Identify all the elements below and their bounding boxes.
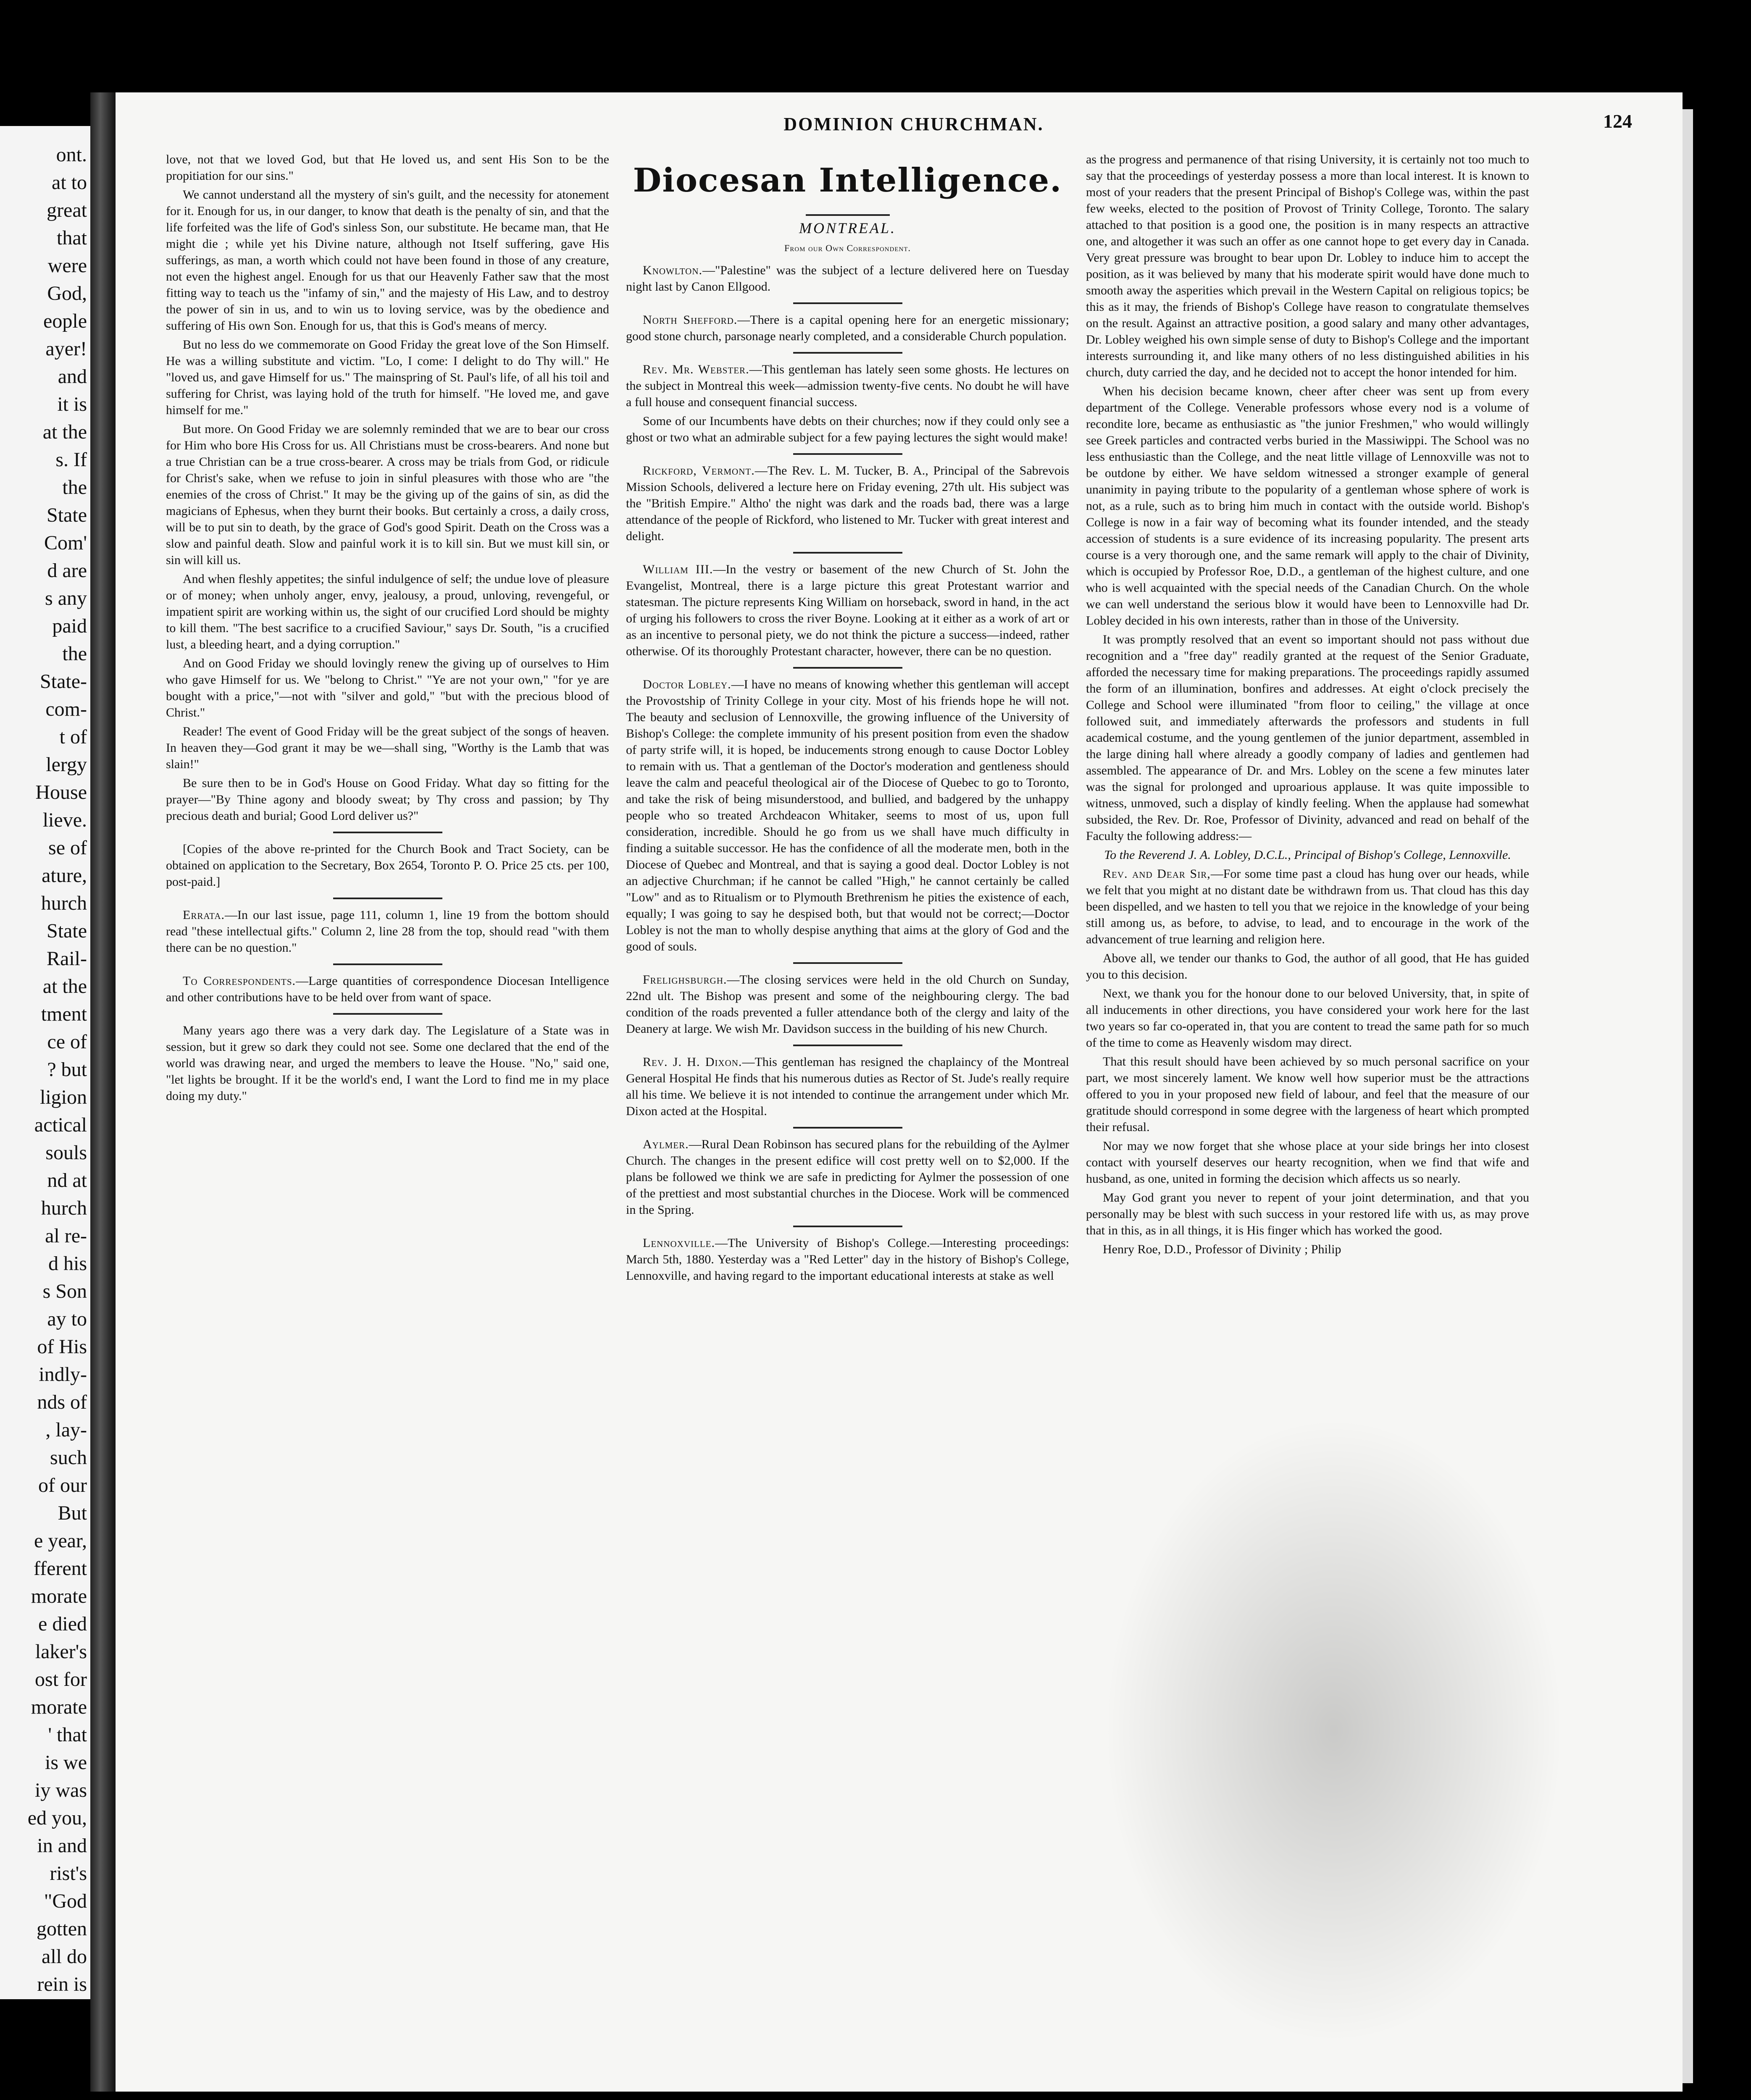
previous-page-text-fragment: gotten [37,1918,87,1940]
section-masthead: Diocesan Intelligence. [633,161,1062,200]
paragraph-text: —There is a capital opening here for an energetic missionary; good stone church, parsonage nearly completed, and a considerable Church population. [626,313,1069,343]
paragraph [626,1235,1069,1284]
previous-page-text-fragment: it is [57,393,87,415]
previous-page-text-fragment: in and [37,1835,87,1857]
paragraph [626,971,1069,1037]
paragraph [626,413,1069,446]
paragraph-text: Next, we thank you for the honour done to our beloved University, that, in spite of all inducements in other directions, you have considered your work here for the last two years so far co-operated in, that you are content to tread the same path for so much of the time to come as Heavenly wisdom may direct. [1086,987,1529,1050]
paragraph-text: We cannot understand all the mystery of sin's guilt, and the necessity for atonement for it. Enough for us, in our danger, to know that death is the penalty of sin, and that the life forfeited was the life of God's sinless Son, our substitute. He became man, that He might die ; while yet his Divine nature, although not Itself suffering, gave His sufferings, as man, a worth which could not have been found in those of any creature, not even the highest angel. Enough for us that our Heavenly Father saw that the most fitting way to teach us the "infamy of sin," and the majesty of His Law, and to destroy the power of sin in us, and to win us to loving service, was by the obedience and suffering of His own Son. Enough for us, that this is God's means of mercy. [166,188,609,333]
paragraph-text: as the progress and permanence of that rising University, it is certainly not too much to say that the proceedings of yesterday possess a more than local interest. It is known to most of your readers that the present Principal of Bishop's College was, within the past few weeks, elected to the position of Provost of Trinity College, Toronto. The salary attached to that position is a good one, the position is in many respects an attractive one, and altogether it was such an offer as one cannot hope to get every day in Canada. Very great pressure was brought to bear upon Dr. Lobley to induce him to accept the position, as it was believed by many that his moderate spirit would have done much to smooth away the asperities which prevail in the Western Capital on religious topics; be this as it may, the friends of Bishop's College have reason to congratulate themselves on the result. Against an attractive position, a good salary and many other advantages, Dr. Lobley weighed his own simple sense of duty to Bishop's College and the important interests surrounding it, and like many others of no less distinguished abilities in his church, duty carried the day, and he decided not to accept the honor intended for him. [1086,152,1529,379]
previous-page-text-fragment: ce of [47,1031,87,1053]
previous-page-text-fragment: al re- [45,1225,87,1247]
paragraph [166,973,609,1005]
previous-page-text-fragment: the [62,476,87,499]
paragraph-heading: Doctor Lobley. [643,677,731,691]
previous-page-text-fragment: ature, [42,864,87,887]
previous-page-text-fragment: ? but [47,1058,87,1081]
paragraph-text: It was promptly resolved that an event so important should not pass without due recognition and a "free day" readily granted at the request of the Senior Graduate, afforded the necessary time for making preparations. The proceedings rapidly assumed the form of an illumination, bonfires and addresses. At eight o'clock precisely the College and School were illuminated "from floor to ceiling," the village at once followed suit, and immediately afterwards the professors and students in full academical costume, and the young gentlemen of the junior department, assembled in the large dining hall where already a goodly company of ladies and gentlemen had assembled. The appearance of Dr. and Mrs. Lobley on the scene a few minutes later was the signal for prolonged and uproarious applause. It was quite impossible to witness, unmoved, such a display of kindly feeling. When the applause had somewhat subsided, the Rev. Dr. Roe, Professor of Divinity, advanced and read on behalf of the Faculty the following address:— [1086,633,1529,843]
paragraph [166,841,609,890]
paragraph-text: —This gentleman has lately seen some ghosts. He lectures on the subject in Montreal this week—admission twenty-five cents. No doubt he will have a full house and consequent financial success. [626,362,1069,409]
paragraph-text: That this result should have been achieved by so much personal sacrifice on your part, we most sincerely lament. We know well how superior must be the attractions offered to you in your proposed new field of labour, and feel that the measure of our gratitude should correspond in some degree with the largeness of heart which prompted their refusal. [1086,1055,1529,1134]
paragraph [626,312,1069,344]
paragraph [1086,866,1529,948]
paragraph-text: And on Good Friday we should lovingly renew the giving up of ourselves to Him who gave Himself for us. We "belong to Christ." "Ye are not your own," "for ye are bought with a price,"—not with "silver and gold," "but with the precious blood of Christ." [166,656,609,719]
paragraph [626,676,1069,955]
paragraph [1086,950,1529,983]
previous-page-text-fragment: ligion [39,1086,87,1108]
previous-page-text-fragment: fferent [33,1557,87,1580]
previous-page-text-fragment: rein is [37,1973,87,1995]
paragraph-text: But more. On Good Friday we are solemnly reminded that we are to bear our cross for Him who bore His Cross for us. All Christians must be cross-bearers. And none but a true Christian can be a true cross-bearer. A cross may be trials from God, or ridicule for Christ's sake, when we refuse to join in sinful pleasures with those who are "the enemies of the cross of Christ." It may be the giving up of the gains of sin, as did the magicians of Ephesus, when they burnt their books. But certainly a cross, a daily cross, will be to put sin to death, by the grace of God's good Spirit. Death on the Cross was a slow and painful death. Slow and painful work it is to kill sin. But we must kill sin, or sin will kill us. [166,422,609,567]
diocese-heading: MONTREAL. [799,220,896,236]
section-rule [793,1045,902,1046]
section-rule [793,302,902,304]
previous-page-text-fragment: lergy [46,753,87,776]
paragraph-text: Some of our Incumbents have debts on their churches; now if they could only see a ghost or two what an admirable subject for a few paying lectures the sight would make! [626,414,1069,444]
previous-page-text-fragment: at to [52,171,87,194]
previous-page-text-fragment: were [47,255,87,277]
paragraph-text: Be sure then to be in God's House on Good Friday. What day so fitting for the prayer—"By Thine agony and bloody sweat; by Thy cross and passion; by Thy precious death and burial; Good Lord deliver us?" [166,776,609,823]
previous-page-strip [0,126,90,1999]
paragraph-text: —Large quantities of correspondence Diocesan Intelligence and other contributions have to be held over from want of space. [166,974,609,1004]
paragraph [1086,985,1529,1051]
previous-page-text-fragment: hurch [41,892,87,914]
section-rule [333,1013,442,1015]
column-1 [166,151,609,1107]
paragraph [166,723,609,772]
paragraph-heading: Rickford, Vermont. [643,464,755,478]
page-edge [1683,109,1693,2083]
previous-page-text-fragment: and [58,365,87,388]
previous-page-text-fragment: God, [47,282,87,304]
previous-page-text-fragment: indly- [39,1363,87,1386]
paragraph-heading: Errata. [183,908,225,922]
previous-page-text-fragment: lieve. [42,809,87,831]
section-rule [793,1226,902,1227]
previous-page-text-fragment: is we [45,1751,87,1774]
previous-page-text-fragment: eople [43,310,87,332]
paragraph-text: [Copies of the above re-printed for the Church Book and Tract Society, can be obtained on application to the Secretary, Box 2654, Toronto P. O. Price 25 cts. per 100, post-paid.] [166,842,609,889]
paragraph-text: Henry Roe, D.D., Professor of Divinity ; Philip [1103,1242,1341,1256]
paragraph-heading: William III. [643,562,713,576]
previous-page-text-fragment: souls [45,1142,87,1164]
previous-page-text-fragment: such [50,1446,87,1469]
correspondent-line: From our Own Correspondent. [784,243,911,253]
paragraph [166,775,609,824]
previous-page-text-fragment: ayer! [45,338,87,360]
previous-page-text-fragment: ost for [35,1668,87,1690]
paragraph-text: May God grant you never to repent of your joint determination, and that you personally may be blest with such success in your restored life with us, as may prove that in this, as in all things, it is His finger which has worked the good. [1086,1191,1529,1237]
paragraph-heading: Knowlton. [643,263,702,277]
paragraph-heading: Rev. Mr. Webster. [643,362,749,376]
paragraph-text: And when fleshly appetites; the sinful indulgence of self; the undue love of pleasure or of money; when unholy anger, envy, jealousy, a proud, unloving, revengeful, or impatient spirit are working within us, the sight of our crucified Lord should be mighty to kill them. "The best sacrifice to a crucified Saviour," says Dr. South, "is a crucified lust, a bleeding heart, and a dying corruption." [166,572,609,651]
previous-page-text-fragment: at the [42,975,87,998]
section-rule [793,962,902,964]
previous-page-text-fragment: s any [45,587,87,609]
paragraph-heading: Rev. and Dear Sir, [1103,867,1211,881]
section-rule [333,898,442,899]
previous-page-text-fragment: se of [48,837,87,859]
previous-page-text-fragment: ont. [56,144,87,166]
previous-page-text-fragment: e year, [34,1530,87,1552]
previous-page-text-fragment: d are [47,559,87,582]
paragraph [166,655,609,721]
previous-page-text-fragment: com- [45,698,87,720]
paragraph [626,1136,1069,1218]
previous-page-text-fragment: State [47,920,87,942]
paragraph-text: Above all, we tender our thanks to God, the author of all good, that He has guided you to this decision. [1086,951,1529,982]
paragraph [1086,631,1529,844]
paragraph-text: —The closing services were held in the old Church on Sunday, 22nd ult. The Bishop was present and some of the neighbouring clergy. The bad condition of the roads prevented a fuller attendance both of the clergy and laity of the Deanery at large. We wish Mr. Davidson success in the building of his new Church. [626,973,1069,1036]
previous-page-text-fragment: iy was [35,1779,87,1801]
previous-page-text-fragment: at the [42,421,87,443]
previous-page-text-fragment: s. If [55,449,87,471]
paragraph [626,361,1069,410]
previous-page-text-fragment: t of [59,726,87,748]
previous-page-text-fragment: that [57,227,87,249]
paragraph-heading: To Correspondents. [183,974,296,988]
paragraph [626,1054,1069,1119]
paragraph [1086,151,1529,381]
column-2 [626,151,1069,1286]
section-rule [793,667,902,669]
previous-page-text-fragment: s Son [42,1280,87,1302]
previous-page-text-fragment: great [47,199,87,221]
paragraph-text: To the Reverend J. A. Lobley, D.C.L., Principal of Bishop's College, Lennoxville. [1104,848,1511,862]
paragraph-heading: Aylmer. [643,1137,689,1151]
paragraph [1086,1189,1529,1239]
paragraph-heading: Rev. J. H. Dixon. [643,1055,742,1069]
section-rule [793,1127,902,1129]
section-rule [793,552,902,554]
previous-page-text-fragment: But [58,1502,87,1524]
previous-page-text-fragment: morate [31,1585,87,1607]
paragraph-text: —This gentleman has resigned the chaplaincy of the Montreal General Hospital He finds that his numerous duties as Rector of St. Jude's really require all his time. We believe it is not intended to continue the arrangement under which Mr. Dixon acted at the Hospital. [626,1055,1069,1118]
previous-page-text-fragment: the [62,643,87,665]
paragraph [1086,1241,1529,1257]
paragraph-text: —"Palestine" was the subject of a lecture delivered here on Tuesday night last by Canon Ellgood. [626,263,1069,294]
previous-page-text-fragment: actical [34,1114,87,1136]
masthead-rule [806,214,890,216]
newspaper-page [116,92,1683,2092]
previous-page-text-fragment: House [35,781,87,803]
paragraph [166,186,609,334]
previous-page-text-fragment: morate [31,1696,87,1718]
section-rule [793,453,902,455]
paragraph [626,262,1069,295]
previous-page-text-fragment: nd at [47,1169,87,1192]
previous-page-text-fragment: of His [37,1336,87,1358]
paragraph-heading: Frelighsburgh. [643,973,727,987]
page-number: 124 [1603,110,1632,132]
previous-page-text-fragment: ay to [47,1308,87,1330]
column-3 [1086,151,1529,1260]
section-rule [333,832,442,833]
previous-page-text-fragment: nds of [37,1391,87,1413]
previous-page-text-fragment: hurch [41,1197,87,1219]
section-rule [333,963,442,965]
previous-page-text-fragment: ed you, [27,1807,87,1829]
paragraph [166,421,609,568]
running-header: DOMINION CHURCHMAN. [783,114,1044,134]
paragraph-text: When his decision became known, cheer after cheer was sent up from every department of the College. Venerable professors whose every nod is a volume of recondite lore, became as enthusiastic as "the junior Freshmen," who would willingly see Greek particles and contracted verbs buried in the Massiwippi. The School was no less enthusiastic than the College, and the neat little village of Lennoxville was not to be outdone by either. We have seldom witnessed a stronger example of general unanimity in paying tribute to the popularity of a gentleman whose sphere of work is not, as a rule, such as to bring him much in contact with the outside world. Bishop's College is now in a fair way of becoming what its founder intended, and the steady accession of students is a sure evidence of its increasing popularity. The present arts course is a very thorough one, and the same remark will apply to the chair of Divinity, which is occupied by Professor Roe, D.D., a gentleman of the highest culture, and one who is well acquainted with the special needs of the Canadian Church. On the whole we can well understand the serious blow it would have been to Lennoxville had Dr. Lobley decided in his own interests, rather than in those of the University. [1086,384,1529,627]
section-rule [793,352,902,354]
previous-page-text-fragment: tment [41,1003,87,1025]
paragraph-text: —The Rev. L. M. Tucker, B. A., Principal of the Sabrevois Mission Schools, delivered a lecture here on Friday evening, 27th ult. His subject was the "British Empire." Altho' the night was dark and the roads bad, there was a large attendance of the people of Rickford, who listened to Mr. Tucker with great interest and delight. [626,464,1070,543]
page-gutter [90,92,116,2092]
paragraph [166,336,609,418]
previous-page-text-fragment: e died [38,1613,87,1635]
previous-page-text-fragment: "God [44,1890,87,1912]
paragraph-text: —In our last issue, page 111, column 1, line 19 from the bottom should read "these intellectual gifts." Column 2, line 28 from the top, should read "with them there can be no question." [166,908,609,955]
paragraph [1086,1138,1529,1187]
paragraph-text: —For some time past a cloud has hung over our heads, while we felt that you might at no distant date be withdrawn from us. That cloud has this day been dispelled, and we hasten to tell you that we rejoice in the knowledge of your being still among us, as before, to advise, to lead, and to encourage in the work of the advancement of true learning and religion here. [1086,867,1529,946]
previous-page-text-fragment: paid [52,615,87,637]
paragraph-heading: North Shefford. [643,313,738,327]
previous-page-text-fragment: Com' [44,532,87,554]
previous-page-text-fragment: rist's [50,1862,87,1885]
previous-page-text-fragment: ' that [48,1724,87,1746]
paragraph [166,1022,609,1104]
paragraph-text: —I have no means of knowing whether this gentleman will accept the Provostship of Trinity College in your city. Most of his friends hope he will not. The beauty and seclusion of Lennoxville, the growing influence of the University of Bishop's College: the complete immunity of his present position from even the shadow of party strife will, it is hoped, be inducements strong enough to cause Doctor Lobley to remain with us. That a gentleman of the Doctor's moderation and gentleness should leave the calm and peaceful theological air of the Diocese of Quebec to go to Toronto, and take the risk of being misunderstood, and bullied, and badgered by the unhappy people who so treated Archdeacon Whitaker, seems to most of us, upon full consideration, incredible. Should he go from us we shall have much difficulty in finding a suitable successor. He has the confidence of all the moderate men, both in the Diocese of Quebec and Montreal, and that is saying a good deal. Doctor Lobley is not an adjective Churchman; if he cannot be called "High," he cannot certainly be called "Low" and as to Ritualism or to Plymouth Brethrenism he pities the existence of each, equally; I was going to say he despised both, but that would not be correct;—Doctor Lobley is not the man to wholly despise anything that aims at the glory of God and the good of souls. [626,677,1069,953]
previous-page-text-fragment: State [47,504,87,526]
paragraph [626,462,1069,544]
paragraph-heading: Lennoxville. [643,1236,715,1250]
paragraph-text: Reader! The event of Good Friday will be the great subject of the songs of heaven. In heaven they—God grant it may be we—shall sing, "Worthy is the Lamb that was slain!" [166,724,609,771]
paragraph [1086,383,1529,629]
previous-page-text-fragment: laker's [35,1641,87,1663]
previous-page-text-fragment: of our [38,1474,87,1496]
paragraph-text: love, not that we loved God, but that He loved us, and sent His Son to be the propitiation for our sins." [166,152,609,183]
paragraph-text: —In the vestry or basement of the new Church of St. John the Evangelist, Montreal, there is a large picture this great Protestant warrior and statesman. The picture represents King William on horseback, sword in hand, in the act of urging his followers to cross the river Boyne. Looking at it either as a work of art or as an incentive to personal piety, we do not think the picture a success—indeed, rather otherwise. Of its thoroughly Protestant character, however, there can be no question. [626,562,1070,658]
paragraph-text: Many years ago there was a very dark day. The Legislature of a State was in session, but it grew so dark they could not see. Some one declared that the end of the world was drawing near, and urged the members to leave the House. "No," said one, "let lights be brought. If it be the world's end, I want the Lord to find me in my place doing my duty." [166,1024,609,1103]
paragraph-text: —The University of Bishop's College.—Interesting proceedings: March 5th, 1880. Yesterday was a "Red Letter" day in the history of Bishop's College, Lennoxville, and having regard to the important educational interests at stake as well [626,1236,1069,1283]
previous-page-text-fragment: State- [40,670,87,693]
paragraph-text: —Rural Dean Robinson has secured plans for the rebuilding of the Aylmer Church. The changes in the present edifice will cost pretty well on to $2,000. If the plans be followed we think we are safe in predicting for Aylmer the possession of one of the prettiest and most substantial churches in the Diocese. Work will be commenced in the Spring. [626,1137,1069,1217]
previous-page-text-fragment: , lay- [45,1419,87,1441]
paragraph [1086,1053,1529,1135]
paragraph [166,907,609,956]
previous-page-text-fragment: all do [42,1945,87,1968]
previous-page-text-fragment: Rail- [47,948,87,970]
paragraph [626,561,1069,659]
previous-page-text-fragment: d his [48,1252,87,1275]
scan-shadow [1103,1415,1565,2045]
paragraph [1086,847,1529,863]
paragraph-text: But no less do we commemorate on Good Friday the great love of the Son Himself. He was a willing substitute and victim. "Lo, I come: I delight to do Thy will." He "loved us, and gave Himself for us." The mainspring of St. Paul's life, of all his toil and suffering for Christ, was laying hold of the truth for himself. "He loved me, and gave himself for me." [166,338,609,417]
paragraph [166,151,609,184]
paragraph [166,571,609,653]
paragraph-text: Nor may we now forget that she whose place at your side brings her into closest contact with yourself deserves our hearty recognition, when we find that wife and husband, as one, united in forming the decision which affects us so nearly. [1086,1139,1529,1186]
